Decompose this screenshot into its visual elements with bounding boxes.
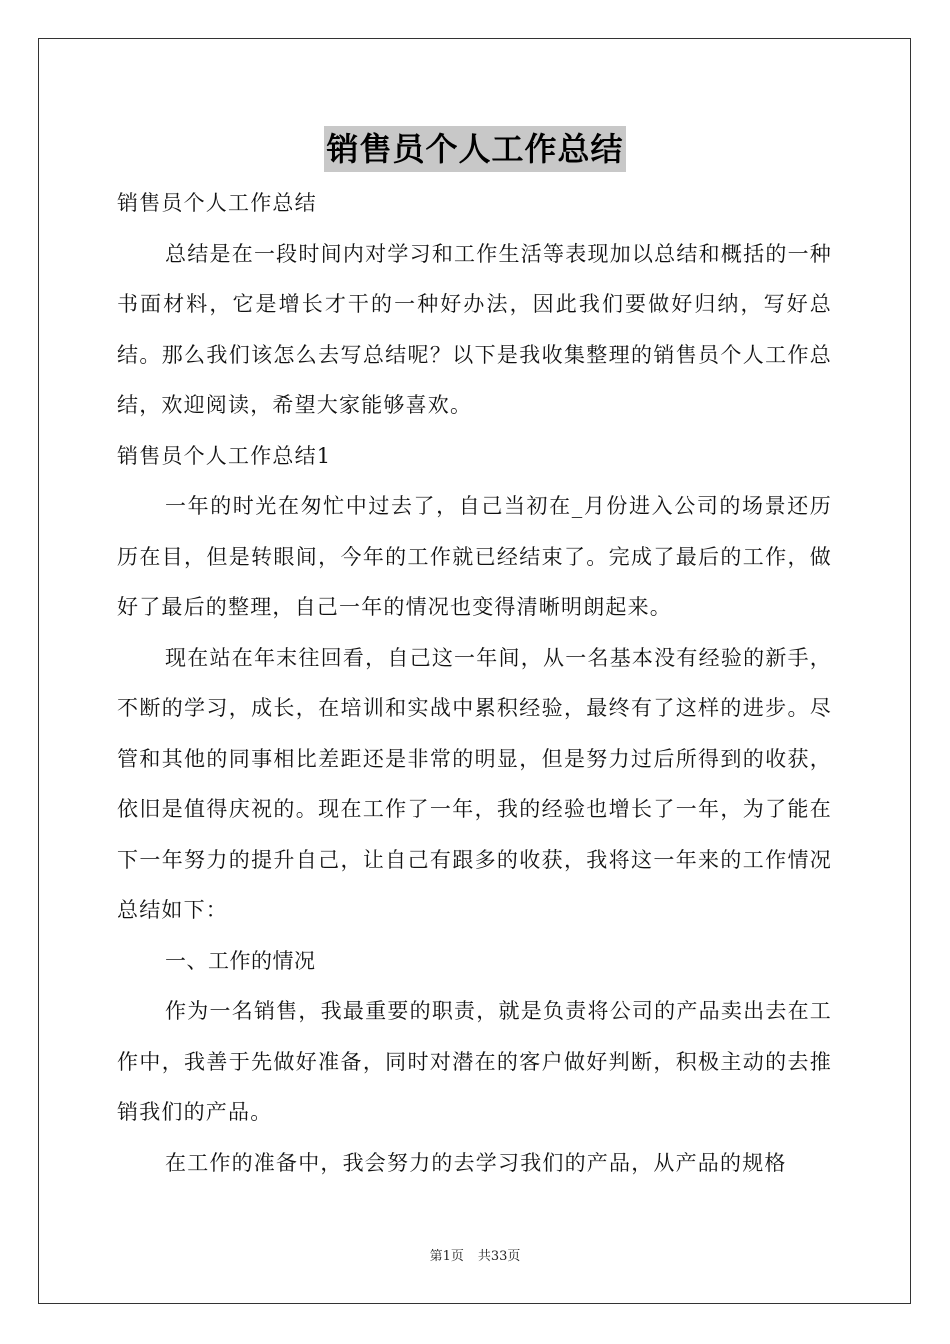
page-number: 第1页 bbox=[429, 1249, 464, 1264]
intro-paragraph: 总结是在一段时间内对学习和工作生活等表现加以总结和概括的一种书面材料，它是增长才干的一种好办法，因此我们要做好归纳，写好总结。那么我们该怎么去写总结呢？以下是我收集整理的销售员个人工作总结，欢迎阅读，希望大家能够喜欢。 bbox=[117, 241, 832, 417]
subtitle: 销售员个人工作总结 bbox=[117, 191, 317, 215]
document-body bbox=[117, 178, 832, 1188]
body-paragraph-3: 作为一名销售，我最重要的职责，就是负责将公司的产品卖出去在工作中，我善于先做好准备，同时对潜在的客户做好判断，积极主动的去推销我们的产品。 bbox=[117, 999, 832, 1124]
body-paragraph-2: 现在站在年末往回看，自己这一年间，从一名基本没有经验的新手，不断的学习，成长，在培训和实战中累积经验，最终有了这样的进步。尽管和其他的同事相比差距还是非常的明显，但是努力过后所得到的收获，依旧是值得庆祝的。现在工作了一年，我的经验也增长了一年，为了能在下一年努力的提升自己，让自己有跟多的收获，我将这一年来的工作情况总结如下： bbox=[117, 645, 832, 922]
page-total: 共33页 bbox=[477, 1249, 521, 1264]
subsection-heading: 一、工作的情况 bbox=[165, 948, 316, 973]
page-footer bbox=[0, 1245, 950, 1264]
title-container bbox=[0, 126, 950, 172]
body-paragraph-4: 在工作的准备中，我会努力的去学习我们的产品，从产品的规格 bbox=[165, 1150, 787, 1175]
section-title: 销售员个人工作总结1 bbox=[117, 443, 332, 468]
body-paragraph-1: 一年的时光在匆忙中过去了，自己当初在_月份进入公司的场景还历历在目，但是转眼间，今年的工作就已经结束了。完成了最后的工作，做好了最后的整理，自己一年的情况也变得清晰明朗起来。 bbox=[117, 494, 832, 619]
document-title: 销售员个人工作总结 bbox=[324, 126, 625, 172]
